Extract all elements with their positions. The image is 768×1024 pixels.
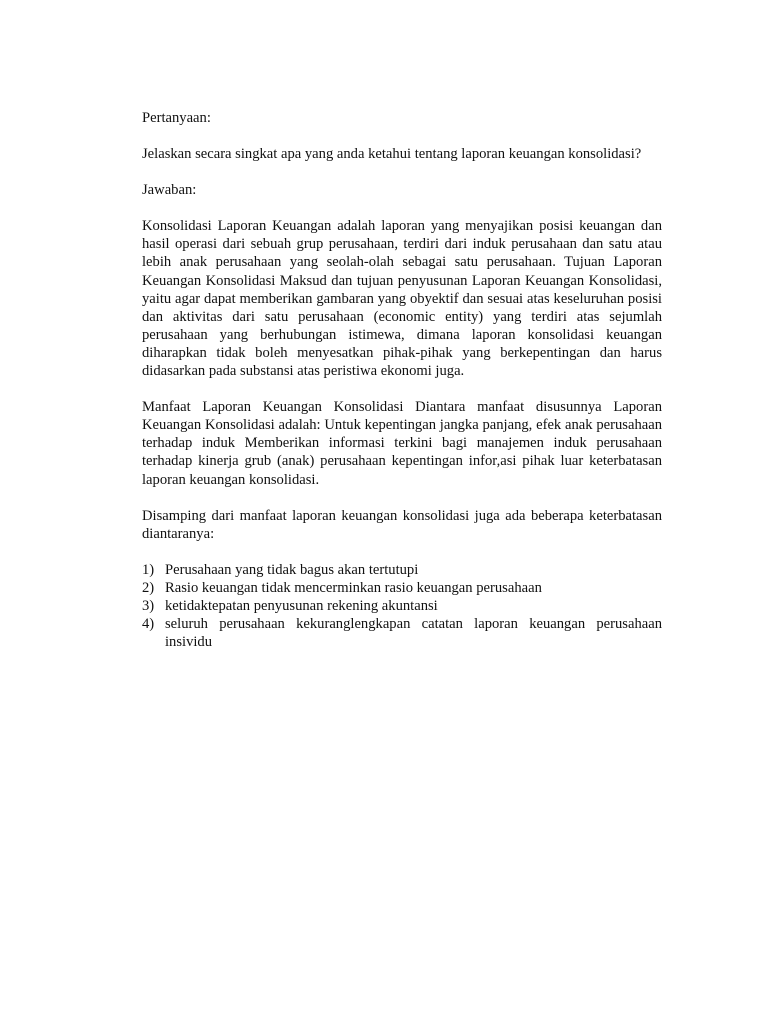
list-item-text: Perusahaan yang tidak bagus akan tertutupi xyxy=(165,561,419,578)
list-item xyxy=(142,597,662,615)
answer-paragraph-benefits: Manfaat Laporan Keuangan Konsolidasi Diantara manfaat disusunnya Laporan Keuangan Konsolidasi adalah: Untuk kepentingan jangka panjang, efek anak perusahaan terhadap induk Memberikan informasi terkini bagi manajemen induk perusahaan terhadap kinerja grub (anak) perusahaan kepentingan infor,asi pihak luar keterbatasan laporan keuangan konsolidasi. xyxy=(142,399,662,488)
limitations-list xyxy=(142,561,662,651)
answer-paragraph-definition: Konsolidasi Laporan Keuangan adalah laporan yang menyajikan posisi keuangan dan hasil operasi dari sebuah grup perusahaan, terdiri dari induk perusahaan dan satu atau lebih anak perusahaan yang seolah-olah sebagai satu perusahaan. Tujuan Laporan Keuangan Konsolidasi Maksud dan tujuan penyusunan Laporan Keuangan Konsolidasi, yaitu agar dapat memberikan gambaran yang obyektif dan sesuai atas keseluruhan posisi dan aktivitas dari satu perusahaan (economic entity) yang terdiri atas sejumlah perusahaan yang berhubungan istimewa, dimana laporan konsolidasi keuangan diharapkan tidak boleh menyesatkan pihak-pihak yang berkepentingan dan harus didasarkan pada substansi atas peristiwa ekonomi juga. xyxy=(142,218,662,380)
list-item-text: Rasio keuangan tidak mencerminkan rasio keuangan perusahaan xyxy=(165,579,542,596)
list-item xyxy=(142,561,662,579)
list-item-text: seluruh perusahaan kekuranglengkapan catatan laporan keuangan perusahaan insividu xyxy=(165,616,662,651)
document-page xyxy=(142,109,662,651)
list-item-number: 2) xyxy=(142,579,155,596)
question-label: Pertanyaan: xyxy=(142,110,211,126)
list-item xyxy=(142,579,662,597)
list-item-number: 4) xyxy=(142,616,155,633)
list-item xyxy=(142,615,662,651)
answer-paragraph-limitations-intro: Disamping dari manfaat laporan keuangan konsolidasi juga ada beberapa keterbatasan diantaranya: xyxy=(142,507,662,542)
list-item-number: 1) xyxy=(142,561,155,578)
answer-label: Jawaban: xyxy=(142,182,197,199)
list-item-text: ketidaktepatan penyusunan rekening akuntansi xyxy=(165,597,438,614)
list-item-number: 3) xyxy=(142,597,155,614)
question-text: Jelaskan secara singkat apa yang anda ketahui tentang laporan keuangan konsolidasi? xyxy=(142,146,642,163)
